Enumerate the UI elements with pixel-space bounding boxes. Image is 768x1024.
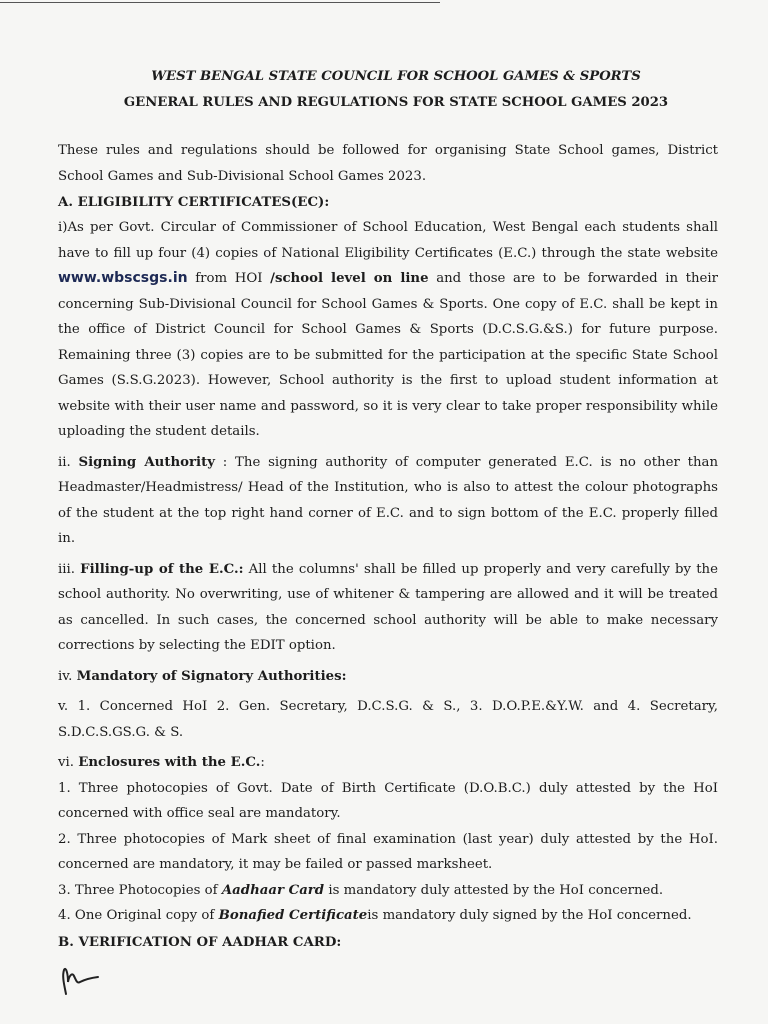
- enc3-text-1: 3. Three Photocopies of: [58, 882, 218, 898]
- enclosure-item-2: 2. Three photocopies of Mark sheet of final examination (last year) duly attested by the HoI. concerned are mandatory, it may be failed or passed marksheet.: [58, 831, 718, 872]
- enclosures-paragraph: [58, 750, 718, 776]
- p1-bold-text: /school level on line: [270, 271, 429, 286]
- mandatory-signatory-label: Mandatory of Signatory Authorities:: [76, 668, 347, 684]
- p4-prefix: iv.: [58, 668, 73, 684]
- section-a-heading: A. ELIGIBILITY CERTIFICATES(EC):: [58, 195, 330, 210]
- p3-prefix: iii.: [58, 561, 75, 577]
- website-link[interactable]: www.wbscsgs.in: [58, 270, 188, 286]
- section-b-heading: B. VERIFICATION OF AADHAR CARD:: [58, 934, 342, 950]
- document-title: GENERAL RULES AND REGULATIONS FOR STATE SCHOOL GAMES 2023: [123, 95, 669, 110]
- eligibility-paragraph-1: [58, 215, 718, 445]
- signatory-list-paragraph: v. 1. Concerned HoI 2. Gen. Secretary, D.C.S.G. & S., 3. D.O.P.E.&Y.W. and 4. Secretary, S.D.C.S.GS.G. & S.: [58, 699, 718, 740]
- council-title: WEST BENGAL STATE COUNCIL FOR SCHOOL GAMES & SPORTS: [151, 69, 641, 84]
- enclosures-label: Enclosures with the E.C.: [78, 755, 261, 770]
- aadhaar-card-text: Aadhaar Card: [221, 882, 325, 898]
- filling-up-paragraph: [58, 557, 718, 659]
- p2-text: : The signing authority of computer generated E.C. is no other than Headmaster/Headmistress/ Head of the Institution, who is also to attest the colour photographs of the student at the top right hand corner of E.C. and to sign bottom of the E.C. properly filled in.: [58, 454, 719, 546]
- p1-text-3: and those are to be forwarded in their concerning Sub-Divisional Council for School Games & Sports. One copy of E.C. shall be kept in the office of District Council for School Games & Sports (D.C.S.G.&S.) for future purpose. Remaining three (3) copies are to be submitted for the participation at the specific State School Games (S.S.G.2023). However, School authority is the first to upload student information at website with their user name and password, so it is very clear to take proper responsibility while uploading the student details.: [58, 271, 719, 439]
- p3-text: All the columns' shall be filled up properly and very carefully by the school authority. No overwriting, use of whitener & tampering are allowed and it will be treated as cancelled. In such cases, the concerned school authority will be able to make necessary corrections by selecting the EDIT option.: [58, 561, 718, 653]
- signature-mark: [58, 960, 108, 1000]
- signing-authority-paragraph: [58, 450, 718, 552]
- p6-prefix: vi.: [58, 755, 74, 770]
- intro-paragraph: These rules and regulations should be followed for organising State School games, District School Games and Sub-Divisional School Games 2023.: [58, 143, 718, 184]
- enclosure-item-1: 1. Three photocopies of Govt. Date of Birth Certificate (D.O.B.C.) duly attested by the HoI concerned with office seal are mandatory.: [58, 780, 718, 821]
- p2-prefix: ii.: [58, 454, 71, 470]
- enclosure-item-4: [58, 903, 718, 929]
- p1-text-1: i)As per Govt. Circular of Commissioner of School Education, West Bengal each students shall have to fill up four (4) copies of National Eligibility Certificates (E.C.) through the state website: [58, 220, 718, 261]
- mandatory-signatory-paragraph: [58, 664, 718, 690]
- bonafied-certificate-text: Bonafied Certificate: [218, 908, 368, 923]
- enclosure-item-3: [58, 878, 718, 904]
- enc3-text-2: is mandatory duly attested by the HoI concerned.: [328, 882, 664, 898]
- document-page: [58, 68, 718, 955]
- filling-up-label: Filling-up of the E.C.:: [80, 561, 244, 577]
- p6-suffix: :: [260, 755, 265, 770]
- top-rule: [0, 2, 440, 3]
- p1-text-2: from HOI: [195, 271, 263, 286]
- enc4-text-1: 4. One Original copy of: [58, 908, 215, 923]
- enc4-text-2: is mandatory duly signed by the HoI concerned.: [367, 908, 692, 923]
- signing-authority-label: Signing Authority: [78, 454, 215, 470]
